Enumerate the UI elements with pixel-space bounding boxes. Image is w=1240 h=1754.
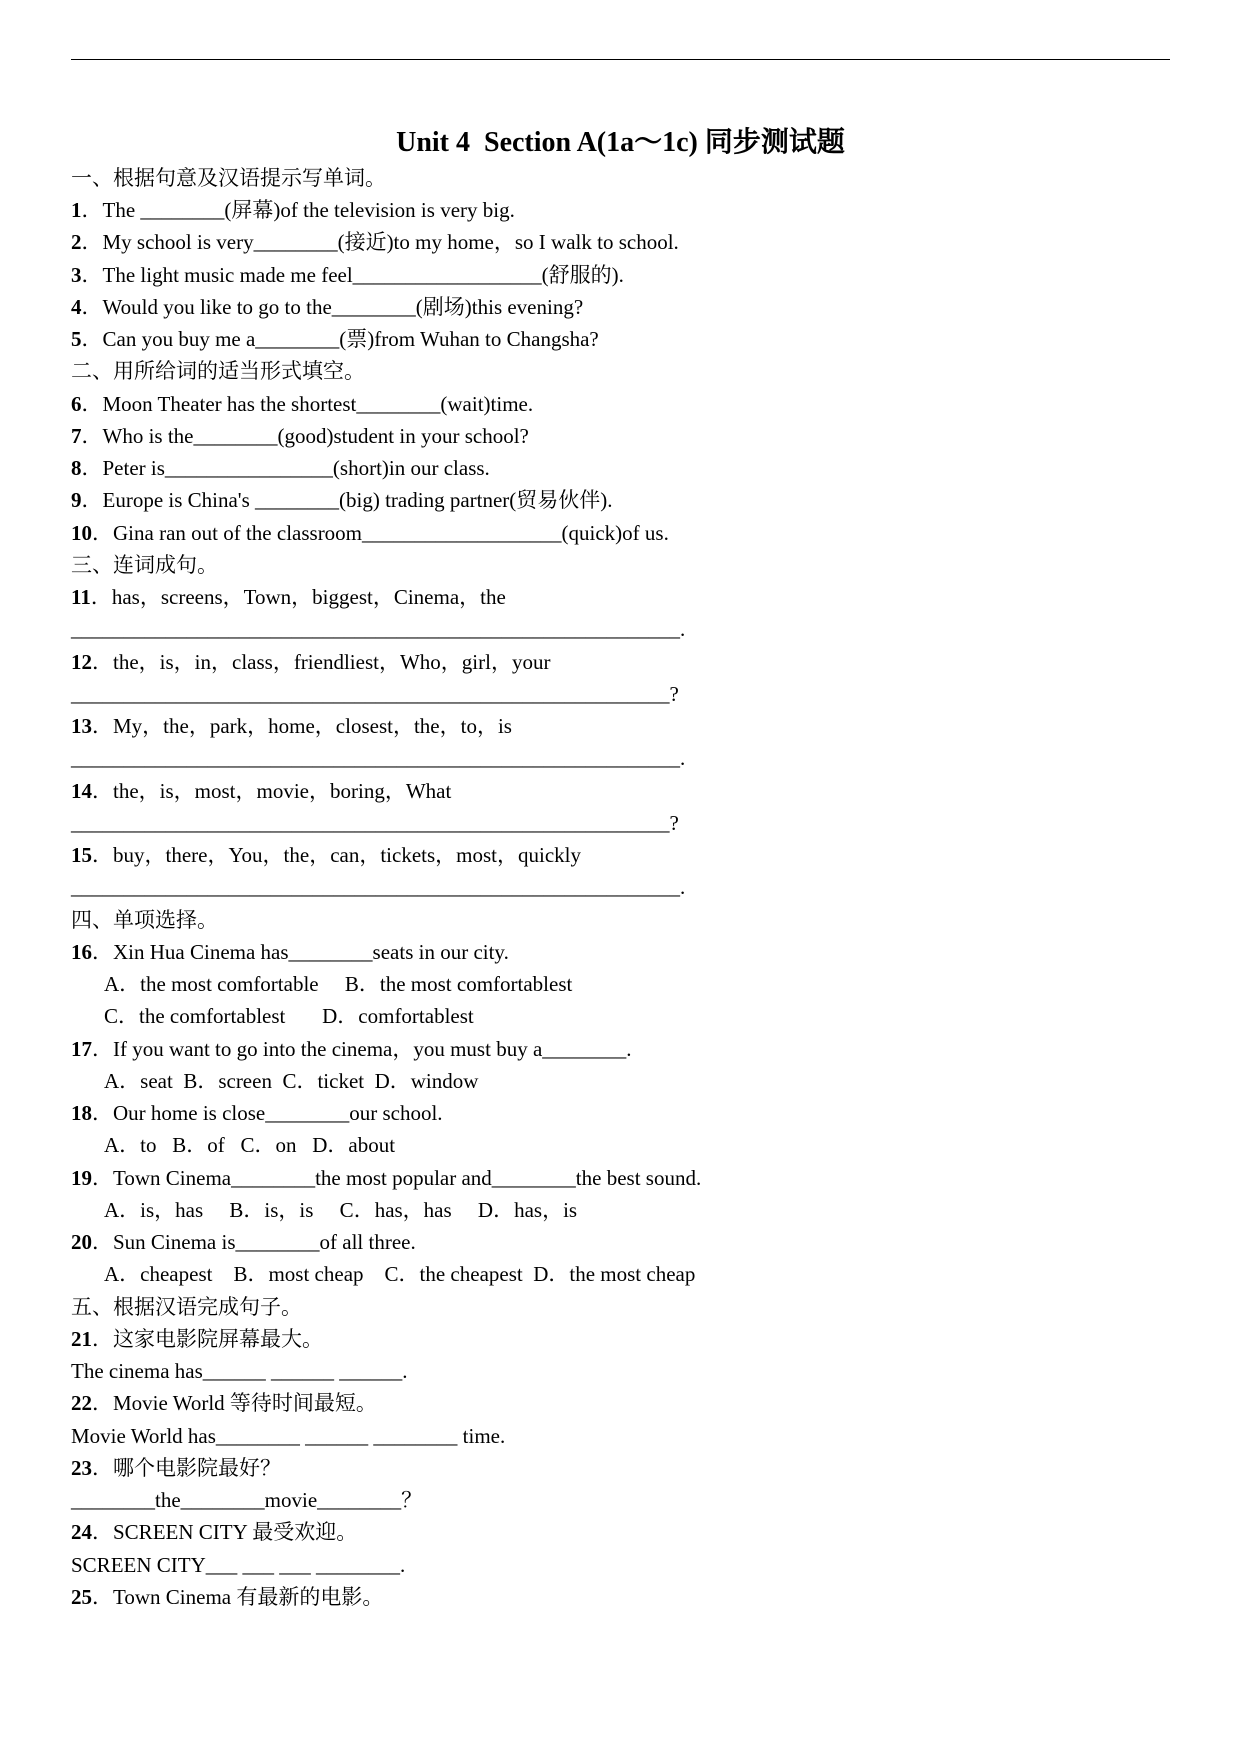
question-number: 6	[71, 392, 82, 416]
question-number: 2	[71, 230, 82, 254]
question-text: the，is，most，movie，boring，What	[113, 779, 452, 803]
question-8	[71, 455, 490, 481]
number-separator: ．	[92, 1101, 113, 1125]
number-separator: ．	[81, 456, 103, 480]
number-separator: ．	[92, 940, 113, 964]
number-separator: ．	[92, 1327, 113, 1351]
question-number: 21	[71, 1327, 92, 1351]
question-12	[71, 649, 550, 675]
question-18	[71, 1100, 443, 1126]
question-text: Would you like to go to the________(剧场)this evening?	[102, 295, 584, 319]
question-text: Gina ran out of the classroom___________________(quick)of us.	[113, 521, 669, 545]
question-23	[71, 1455, 281, 1481]
question-text: Can you buy me a________(票)from Wuhan to Changsha?	[102, 327, 599, 351]
question-text: Who is the________(good)student in your school?	[102, 424, 529, 448]
question-11	[71, 584, 506, 610]
question-15	[71, 842, 581, 868]
number-separator: ．	[81, 295, 103, 319]
question-text: Peter is________________(short)in our class.	[102, 456, 490, 480]
question-number: 4	[71, 295, 82, 319]
question-25	[71, 1584, 383, 1610]
question-text: Xin Hua Cinema has________seats in our city.	[113, 940, 509, 964]
answer-line: The cinema has______ ______ ______.	[71, 1359, 408, 1383]
question-14	[71, 778, 451, 804]
question-text: Movie World 等待时间最短。	[113, 1391, 377, 1415]
question-number: 7	[71, 424, 82, 448]
number-separator: ．	[92, 779, 113, 803]
section-heading: 四、单项选择。	[71, 908, 218, 932]
question-number: 23	[71, 1456, 92, 1480]
number-separator: ．	[81, 488, 103, 512]
question-text: the，is，in，class，friendliest，Who，girl，your	[113, 650, 551, 674]
number-separator: ．	[81, 392, 103, 416]
question-text: If you want to go into the cinema，you must buy a________.	[113, 1037, 632, 1061]
question-3	[71, 262, 624, 288]
number-separator: ．	[92, 1520, 113, 1544]
number-separator: ．	[92, 521, 113, 545]
question-13	[71, 713, 512, 739]
question-text: Our home is close________our school.	[113, 1101, 443, 1125]
question-number: 1	[71, 198, 82, 222]
section-heading: 三、连词成句。	[71, 553, 218, 577]
number-separator: ．	[81, 327, 103, 351]
question-10	[71, 520, 669, 546]
question-text: SCREEN CITY 最受欢迎。	[113, 1520, 358, 1544]
number-separator: ．	[81, 230, 103, 254]
question-number: 25	[71, 1585, 92, 1609]
answer-options: A．is，has B．is，is C．has，has D．has，is	[104, 1198, 578, 1222]
question-number: 19	[71, 1166, 92, 1190]
question-24	[71, 1519, 357, 1545]
number-separator: ．	[92, 1391, 113, 1415]
question-5	[71, 326, 599, 352]
question-text: The ________(屏幕)of the television is very big.	[102, 198, 515, 222]
number-separator: ．	[81, 424, 103, 448]
question-7	[71, 423, 529, 449]
answer-line: __________________________________________________________.	[71, 617, 686, 641]
question-17	[71, 1036, 632, 1062]
question-21	[71, 1326, 323, 1352]
question-number: 9	[71, 488, 82, 512]
question-text: The light music made me feel__________________(舒服的).	[102, 263, 624, 287]
question-9	[71, 487, 613, 513]
answer-line: _________________________________________________________?	[71, 682, 679, 706]
question-22	[71, 1390, 377, 1416]
answer-options: A．cheapest B．most cheap C．the cheapest D．the most cheap	[104, 1262, 696, 1286]
answer-line: SCREEN CITY___ ___ ___ ________.	[71, 1553, 406, 1577]
question-text: Europe is China's ________(big) trading partner(贸易伙伴).	[102, 488, 613, 512]
question-number: 20	[71, 1230, 92, 1254]
number-separator: ．	[90, 585, 112, 609]
question-text: 哪个电影院最好？	[113, 1456, 281, 1480]
question-number: 10	[71, 521, 92, 545]
number-separator: ．	[92, 650, 113, 674]
answer-line: __________________________________________________________.	[71, 875, 686, 899]
question-text: buy，there，You，the，can，tickets，most，quickly	[113, 843, 581, 867]
question-text: My school is very________(接近)to my home，so I walk to school.	[102, 230, 679, 254]
question-number: 8	[71, 456, 82, 480]
number-separator: ．	[92, 843, 113, 867]
question-6	[71, 391, 533, 417]
question-number: 14	[71, 779, 92, 803]
question-2	[71, 229, 679, 255]
number-separator: ．	[92, 1585, 113, 1609]
question-number: 16	[71, 940, 92, 964]
section-heading: 一、根据句意及汉语提示写单词。	[71, 166, 386, 190]
question-1	[71, 197, 515, 223]
question-4	[71, 294, 583, 320]
section-heading: 五、根据汉语完成句子。	[71, 1295, 302, 1319]
answer-line: __________________________________________________________.	[71, 746, 686, 770]
question-number: 22	[71, 1391, 92, 1415]
question-number: 18	[71, 1101, 92, 1125]
question-20	[71, 1229, 416, 1255]
question-number: 17	[71, 1037, 92, 1061]
answer-line: Movie World has________ ______ ________ time.	[71, 1424, 506, 1448]
question-text: My，the，park，home，closest，the，to，is	[113, 714, 512, 738]
answer-line: ________the________movie________？	[71, 1488, 423, 1512]
answer-options: A．the most comfortable B．the most comfortablest	[104, 972, 573, 996]
question-number: 11	[71, 585, 91, 609]
question-number: 5	[71, 327, 82, 351]
number-separator: ．	[81, 198, 103, 222]
question-number: 13	[71, 714, 92, 738]
page-title: Unit 4 Section A(1a～1c) 同步测试题	[396, 127, 845, 158]
number-separator: ．	[92, 1037, 113, 1061]
question-text: Sun Cinema is________of all three.	[113, 1230, 416, 1254]
header-rule	[71, 59, 1170, 60]
question-text: Moon Theater has the shortest________(wait)time.	[102, 392, 534, 416]
answer-options: C．the comfortablest D．comfortablest	[104, 1004, 474, 1028]
question-number: 24	[71, 1520, 92, 1544]
number-separator: ．	[92, 1166, 113, 1190]
question-number: 15	[71, 843, 92, 867]
answer-options: A．seat B．screen C．ticket D．window	[104, 1069, 479, 1093]
number-separator: ．	[92, 1456, 113, 1480]
question-19	[71, 1165, 701, 1191]
section-heading: 二、用所给词的适当形式填空。	[71, 359, 365, 383]
question-16	[71, 939, 509, 965]
number-separator: ．	[81, 263, 103, 287]
answer-line: _________________________________________________________?	[71, 811, 679, 835]
question-text: 这家电影院屏幕最大。	[113, 1327, 323, 1351]
number-separator: ．	[92, 1230, 113, 1254]
question-number: 12	[71, 650, 92, 674]
question-text: has，screens，Town，biggest，Cinema，the	[111, 585, 506, 609]
number-separator: ．	[92, 714, 113, 738]
question-text: Town Cinema 有最新的电影。	[113, 1585, 384, 1609]
question-number: 3	[71, 263, 82, 287]
answer-options: A．to B．of C．on D．about	[104, 1133, 396, 1157]
question-text: Town Cinema________the most popular and________the best sound.	[113, 1166, 702, 1190]
